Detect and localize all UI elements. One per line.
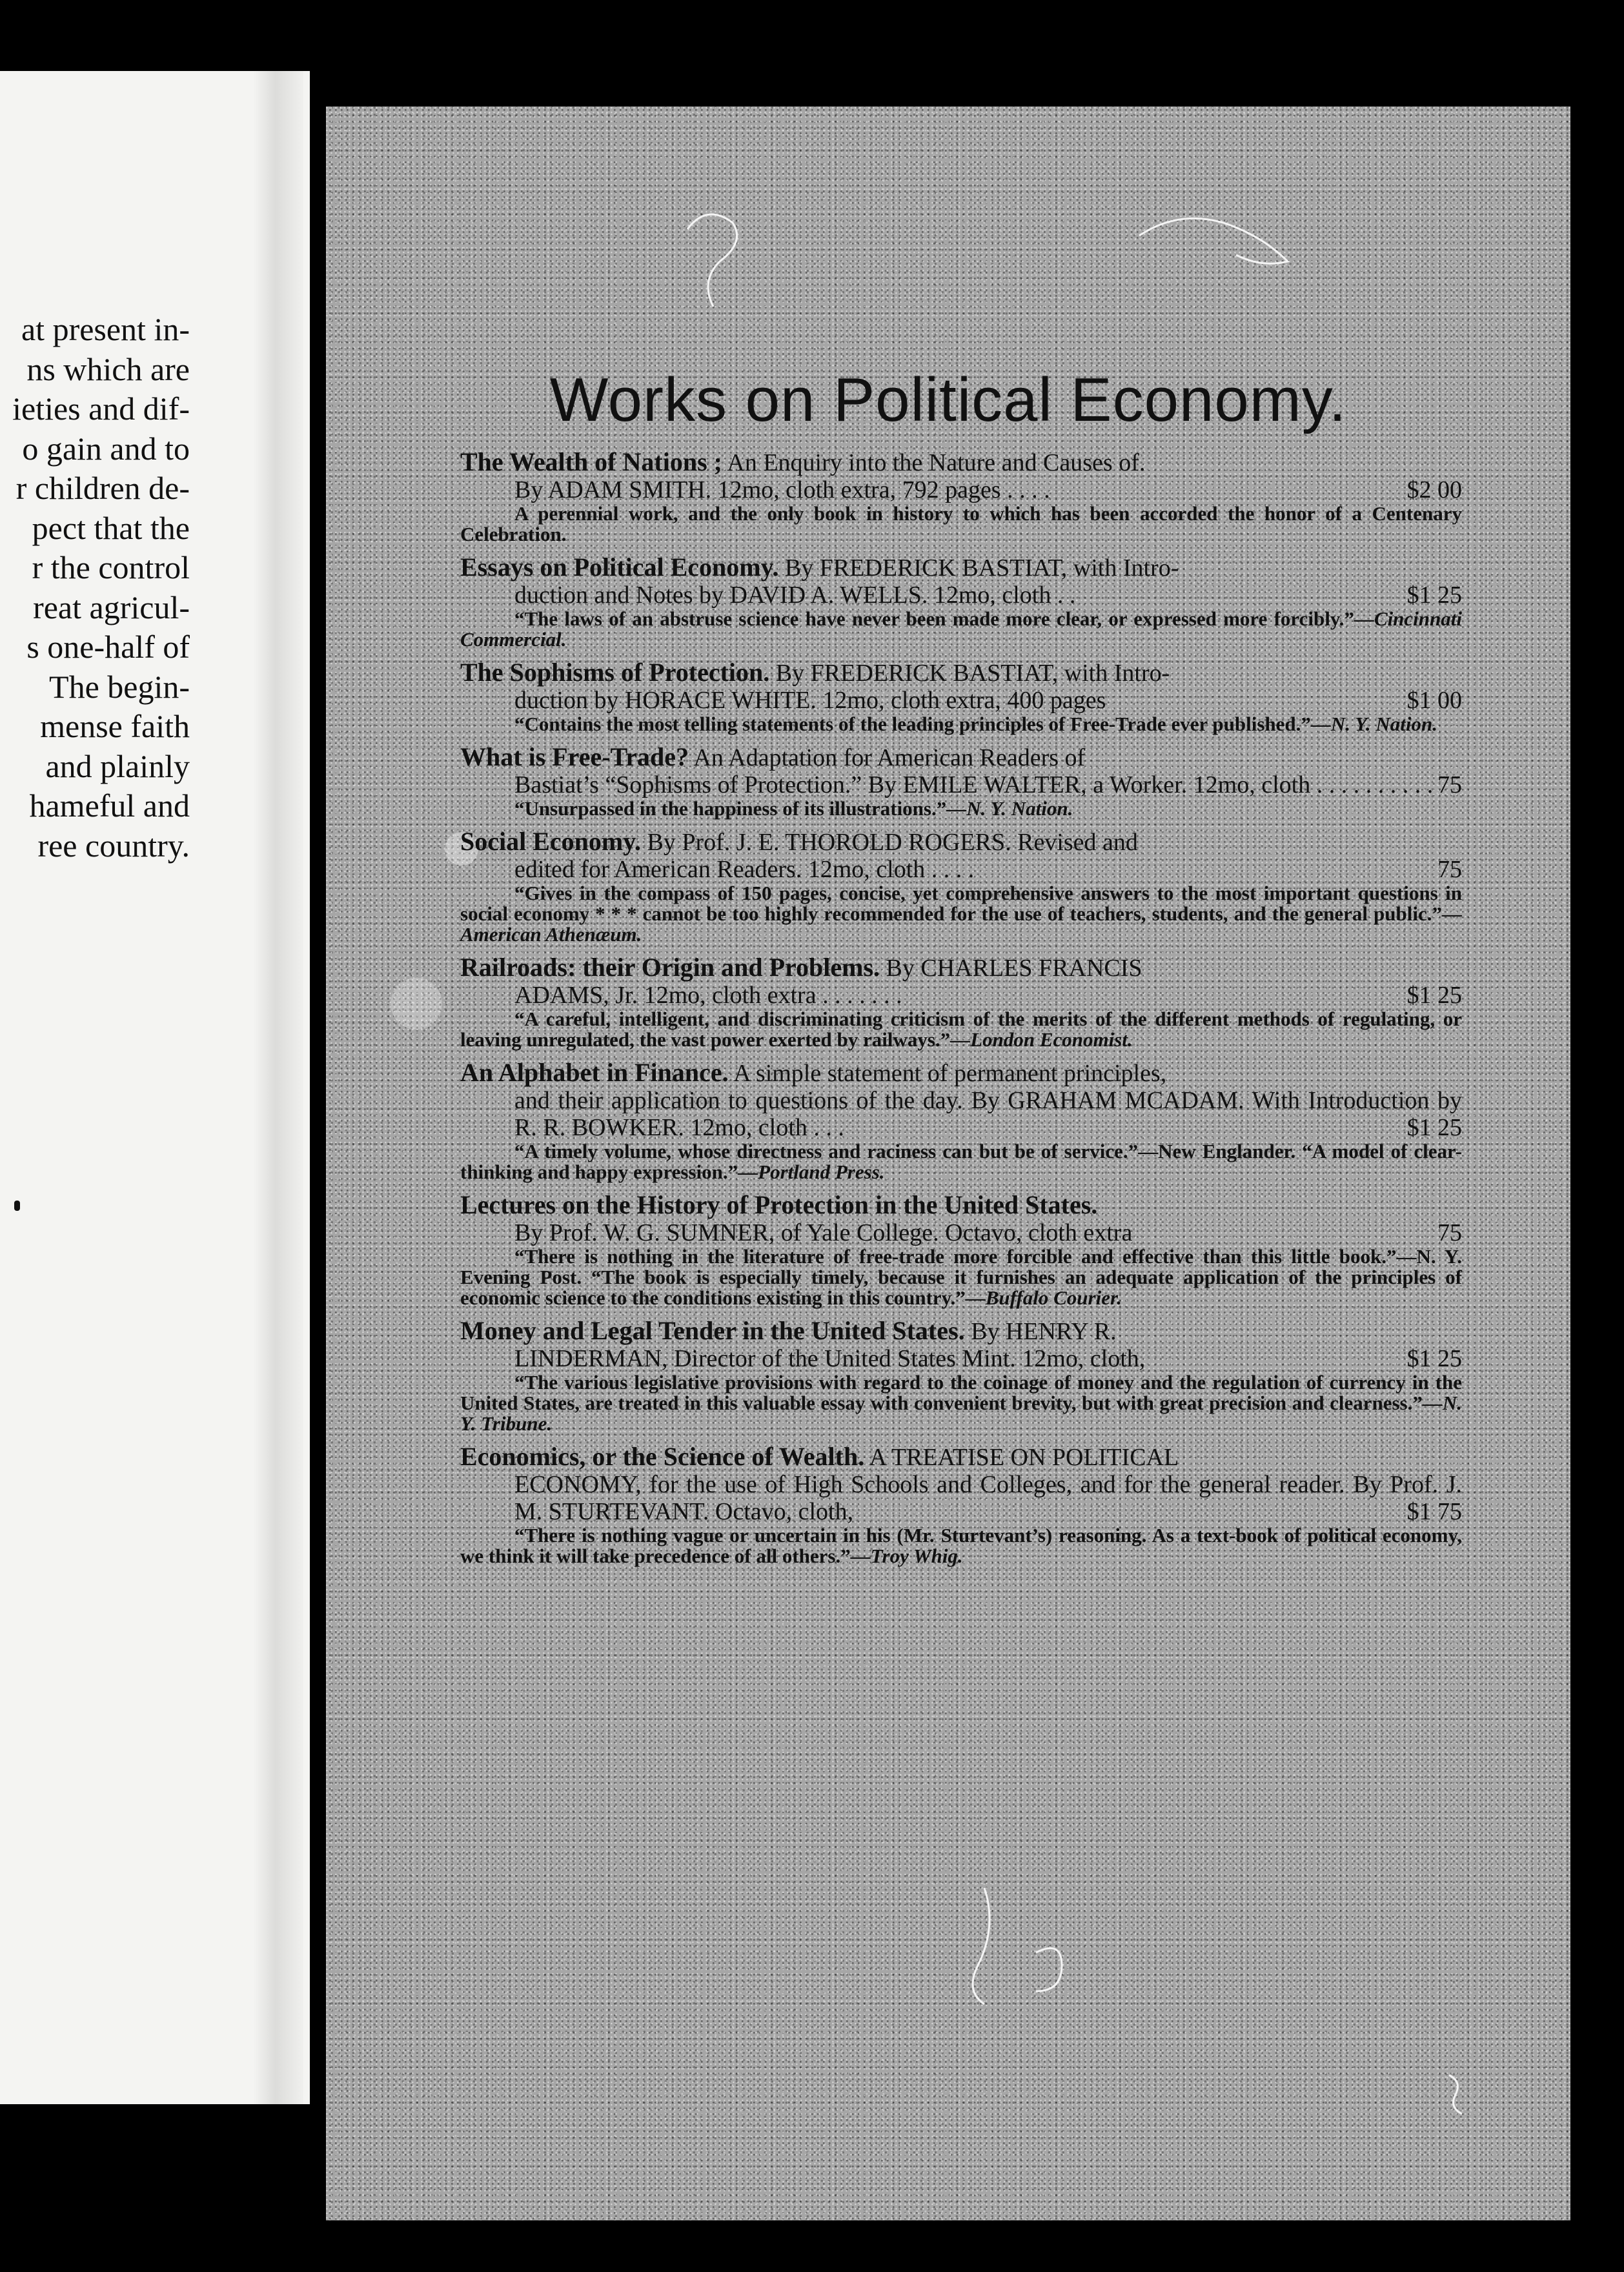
left-page-line: hameful and	[29, 787, 190, 824]
review-quote: “Gives in the compass of 150 pages, concise, yet comprehensive answers to the most important questions in social economy * * * cannot be too highly recommended for the use of teachers, students, and the general public.”	[460, 882, 1462, 925]
review-source: —Portland Press.	[738, 1161, 885, 1183]
left-page-line: and plainly	[45, 747, 190, 784]
book-description: An Adaptation for American Readers of	[693, 744, 1086, 771]
book-title: The Sophisms of Protection.	[460, 658, 770, 687]
book-binding	[253, 71, 303, 2104]
book-details: By Prof. W. G. SUMNER, of Yale College. Octavo, cloth extra	[514, 1219, 1133, 1246]
review-quote: A perennial work, and the only book in history to which has been accorded the honor of a Centenary Celebration.	[460, 502, 1462, 545]
book-entry	[460, 659, 1462, 735]
advertisement-page	[326, 107, 1570, 2220]
book-entry	[460, 1317, 1462, 1434]
left-page-line: mense faith	[40, 708, 190, 744]
review-source: —Buffalo Courier.	[965, 1286, 1122, 1309]
book-details: and their application to questions of the day. By GRAHAM MCADAM. With Introduction by R. R. BOWKER. 12mo, cloth . . .	[514, 1087, 1462, 1141]
left-page-line: reat agricul-	[33, 589, 190, 625]
review-quote: “The laws of an abstruse science have never been made more clear, or expressed more forcibly.”	[514, 607, 1354, 630]
review-source: —N. Y. Nation.	[1310, 713, 1437, 735]
book-list	[460, 449, 1462, 1576]
book-entry	[460, 744, 1462, 819]
fiber-mark	[1139, 218, 1288, 263]
book-price: $2 00	[1406, 476, 1462, 503]
book-price: $1 25	[1406, 1345, 1462, 1372]
book-title: Economics, or the Science of Wealth.	[460, 1442, 865, 1471]
fiber-mark	[391, 978, 442, 1030]
review-quote: “A timely volume, whose directness and raciness can but be of service.”—New Englander. “A model of clear-thinking and happy expression.”	[460, 1140, 1462, 1183]
left-page-line: ieties and dif-	[12, 391, 190, 427]
fiber-mark	[1449, 2075, 1462, 2114]
fiber-mark	[973, 1888, 990, 2004]
book-entry	[460, 1192, 1462, 1308]
review-quote: “There is nothing vague or uncertain in his (Mr. Sturtevant’s) reasoning. As a text-book of political economy, we think it will take precedence of all others.”	[460, 1524, 1462, 1567]
book-description: By CHARLES FRANCIS	[886, 955, 1142, 982]
left-page-line: ns which are	[26, 350, 190, 387]
book-description: A TREATISE ON POLITICAL	[869, 1444, 1179, 1471]
left-page-line: o gain and to	[22, 430, 190, 467]
fiber-mark	[687, 214, 737, 307]
book-details: ECONOMY, for the use of High Schools and Colleges, and for the general reader. By Prof. J. M. STURTEVANT. Octavo, cloth,	[514, 1471, 1462, 1525]
book-details: duction by HORACE WHITE. 12mo, cloth extra, 400 pages	[514, 687, 1106, 714]
review-quote: “Contains the most telling statements of the leading principles of Free-Trade ever published.”	[514, 713, 1311, 735]
review-source: —Cincinnati Commercial.	[460, 607, 1462, 651]
book-entry	[460, 828, 1462, 945]
left-page-line: at present in-	[21, 311, 190, 347]
book-description: By Prof. J. E. THOROLD ROGERS. Revised and	[647, 829, 1138, 856]
book-title: Railroads: their Origin and Problems.	[460, 953, 880, 982]
book-price: $1 25	[1406, 982, 1462, 1009]
book-entry	[460, 449, 1462, 545]
book-details: edited for American Readers. 12mo, cloth . . . .	[514, 856, 975, 883]
book-title: Social Economy.	[460, 827, 642, 856]
review-quote: “Unsurpassed in the happiness of its illustrations.”	[514, 797, 947, 820]
left-page-line: pect that the	[32, 509, 190, 546]
book-price: $1 25	[1406, 1114, 1462, 1141]
review-source: —Troy Whig.	[850, 1545, 963, 1567]
book-details: By ADAM SMITH. 12mo, cloth extra, 792 pages . . . .	[514, 476, 1050, 503]
book-details: Bastiat’s “Sophisms of Protection.” By EMILE WALTER, a Worker. 12mo, cloth . . . . . . . . . .	[514, 771, 1434, 798]
book-details: LINDERMAN, Director of the United States Mint. 12mo, cloth,	[514, 1345, 1146, 1372]
review-source: —N. Y. Nation.	[946, 797, 1073, 820]
book-description: An Enquiry into the Nature and Causes of.	[727, 449, 1146, 476]
book-title: What is Free-Trade?	[460, 742, 689, 771]
book-description: By FREDERICK BASTIAT, with Intro-	[784, 554, 1179, 582]
book-entry	[460, 954, 1462, 1050]
left-page-line: ree country.	[37, 827, 190, 864]
book-details: ADAMS, Jr. 12mo, cloth extra . . . . . . .	[514, 982, 902, 1009]
review-source: —London Economist.	[950, 1028, 1133, 1051]
book-price: $1 25	[1406, 582, 1462, 609]
book-price: $1 00	[1406, 687, 1462, 714]
book-entry	[460, 1443, 1462, 1567]
review-source: —American Athenæum.	[460, 902, 1462, 946]
review-quote: “A careful, intelligent, and discriminating criticism of the merits of the different methods of regulating, or leaving unregulated, the vast power exerted by railways.”	[460, 1008, 1462, 1051]
book-entry	[460, 554, 1462, 650]
book-price: 75	[1437, 771, 1462, 798]
page-heading: Works on Political Economy.	[549, 365, 1347, 434]
book-title: Essays on Political Economy.	[460, 553, 779, 582]
left-page-line: The begin-	[49, 668, 190, 705]
book-description: By HENRY R.	[971, 1318, 1117, 1345]
book-price: $1 75	[1406, 1498, 1462, 1525]
left-page-line: s one-half of	[26, 629, 190, 665]
left-page-line: r the control	[32, 549, 190, 585]
fiber-mark	[1036, 1948, 1062, 1991]
book-price: 75	[1437, 856, 1462, 883]
book-entry	[460, 1059, 1462, 1182]
book-title: The Wealth of Nations ;	[460, 447, 722, 476]
left-page-line: r children de-	[15, 470, 190, 506]
book-title: Lectures on the History of Protection in the United States.	[460, 1190, 1098, 1219]
review-quote: “The various legislative provisions with regard to the coinage of money and the regulation of currency in the United States, are treated in this valuable essay with convenient brevity, but with great precision and clearness.”	[460, 1371, 1462, 1414]
ink-mark	[14, 1201, 20, 1211]
book-price: 75	[1437, 1219, 1462, 1246]
left-page-text	[12, 310, 190, 866]
review-quote: “There is nothing in the literature of free-trade more forcible and effective than this little book.”—N. Y. Evening Post. “The book is especially timely, because it furnishes an adequate application of the principles of economic science to the conditions existing in this country.”	[460, 1245, 1462, 1309]
book-title: Money and Legal Tender in the United States.	[460, 1316, 965, 1345]
review-source: —N. Y. Tribune.	[460, 1392, 1462, 1435]
book-description: A simple statement of permanent principles,	[733, 1060, 1167, 1087]
book-description: By FREDERICK BASTIAT, with Intro-	[775, 660, 1170, 687]
book-details: duction and Notes by DAVID A. WELLS. 12mo, cloth . .	[514, 582, 1076, 609]
book-title: An Alphabet in Finance.	[460, 1058, 729, 1087]
